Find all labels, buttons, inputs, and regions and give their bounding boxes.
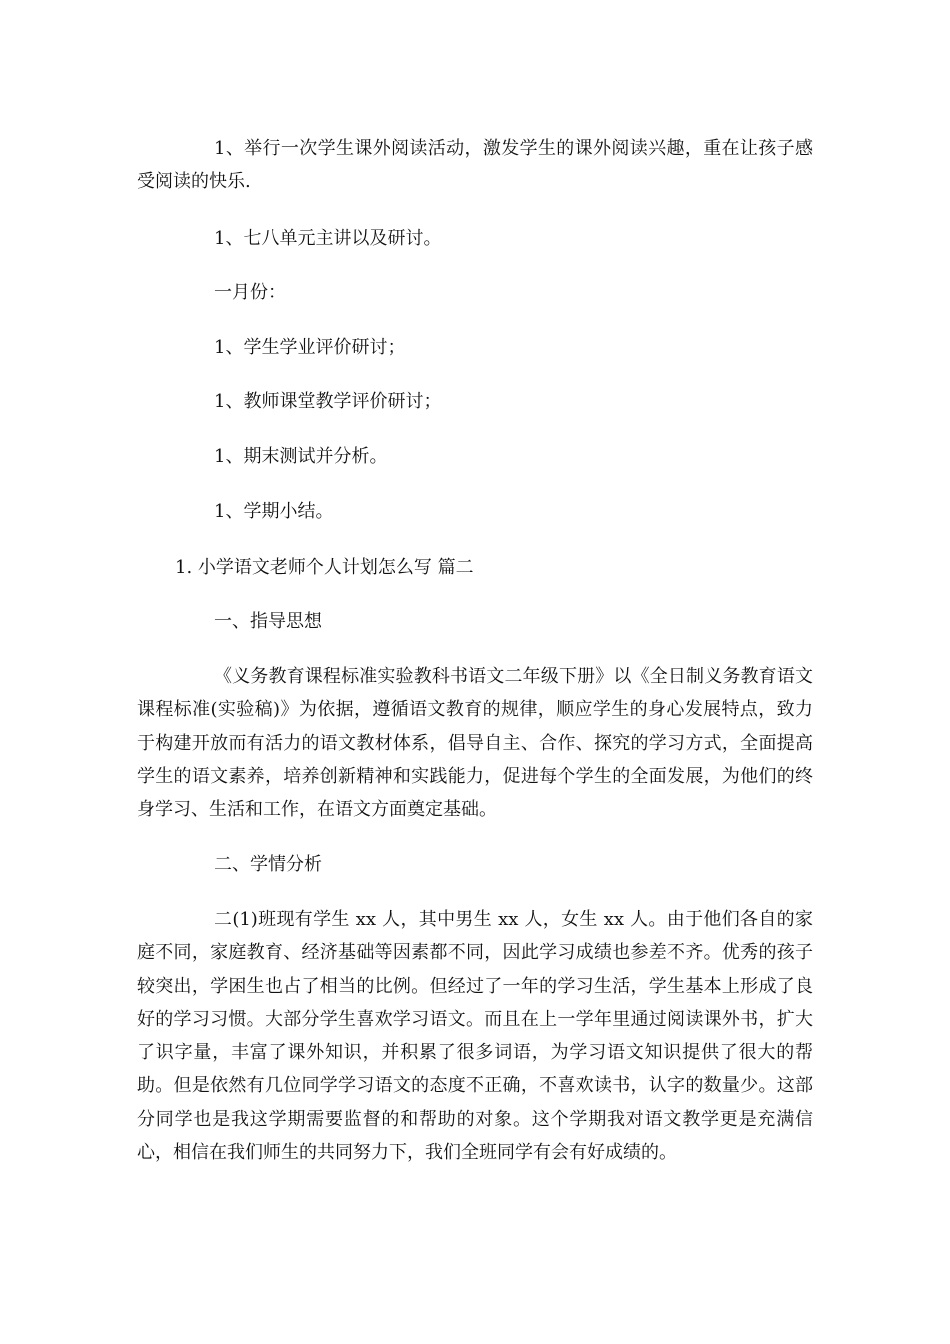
paragraph-student-evaluation: 1、学生学业评价研讨； bbox=[214, 337, 406, 358]
paragraph-unit-lecture: 1、七八单元主讲以及研讨。 bbox=[214, 228, 442, 249]
section-heading-part-two: 1. 小学语文老师个人计划怎么写 篇二 bbox=[175, 557, 474, 578]
paragraph-reading-activity: 1、举行一次学生课外阅读活动，激发学生的课外阅读兴趣，重在让孩子感受阅读的快乐. bbox=[137, 138, 813, 193]
paragraph-january: 一月份： bbox=[214, 282, 286, 303]
heading-learning-analysis: 二、学情分析 bbox=[214, 854, 322, 875]
paragraph-guiding-ideology: 《义务教育课程标准实验教科书语文二年级下册》以《全日制义务教育语文课程标准(实验稿)》为依据，遵循语文教育的规律，顺应学生的身心发展特点，致力于构建开放而有活力的语文教材体系，倡导自主、合作、探究的学习方式，全面提高学生的语文素养，培养创新精神和实践能力，促进每个学生的全面发展，为他们的终身学习、生活和工作，在语文方面奠定基础。 bbox=[137, 666, 813, 821]
paragraph-learning-analysis: 二(1)班现有学生 xx 人，其中男生 xx 人，女生 xx 人。由于他们各自的家庭不同，家庭教育、经济基础等因素都不同，因此学习成绩也参差不齐。优秀的孩子较突出，学困生也占了相当的比例。但经过了一年的学习生活，学生基本上形成了良好的学习习惯。大部分学生喜欢学习语文。而且在上一学年里通过阅读课外书，扩大了识字量，丰富了课外知识，并积累了很多词语，为学习语文知识提供了很大的帮助。但是依然有几位同学学习语文的态度不正确，不喜欢读书，认字的数量少。这部分同学也是我这学期需要监督的和帮助的对象。这个学期我对语文教学更是充满信心，相信在我们师生的共同努力下，我们全班同学有会有好成绩的。 bbox=[137, 909, 813, 1164]
paragraph-term-summary: 1、学期小结。 bbox=[214, 501, 334, 522]
paragraph-teacher-evaluation: 1、教师课堂教学评价研讨； bbox=[214, 391, 442, 412]
paragraph-final-exam: 1、期末测试并分析。 bbox=[214, 446, 388, 467]
heading-guiding-ideology: 一、指导思想 bbox=[214, 611, 322, 632]
